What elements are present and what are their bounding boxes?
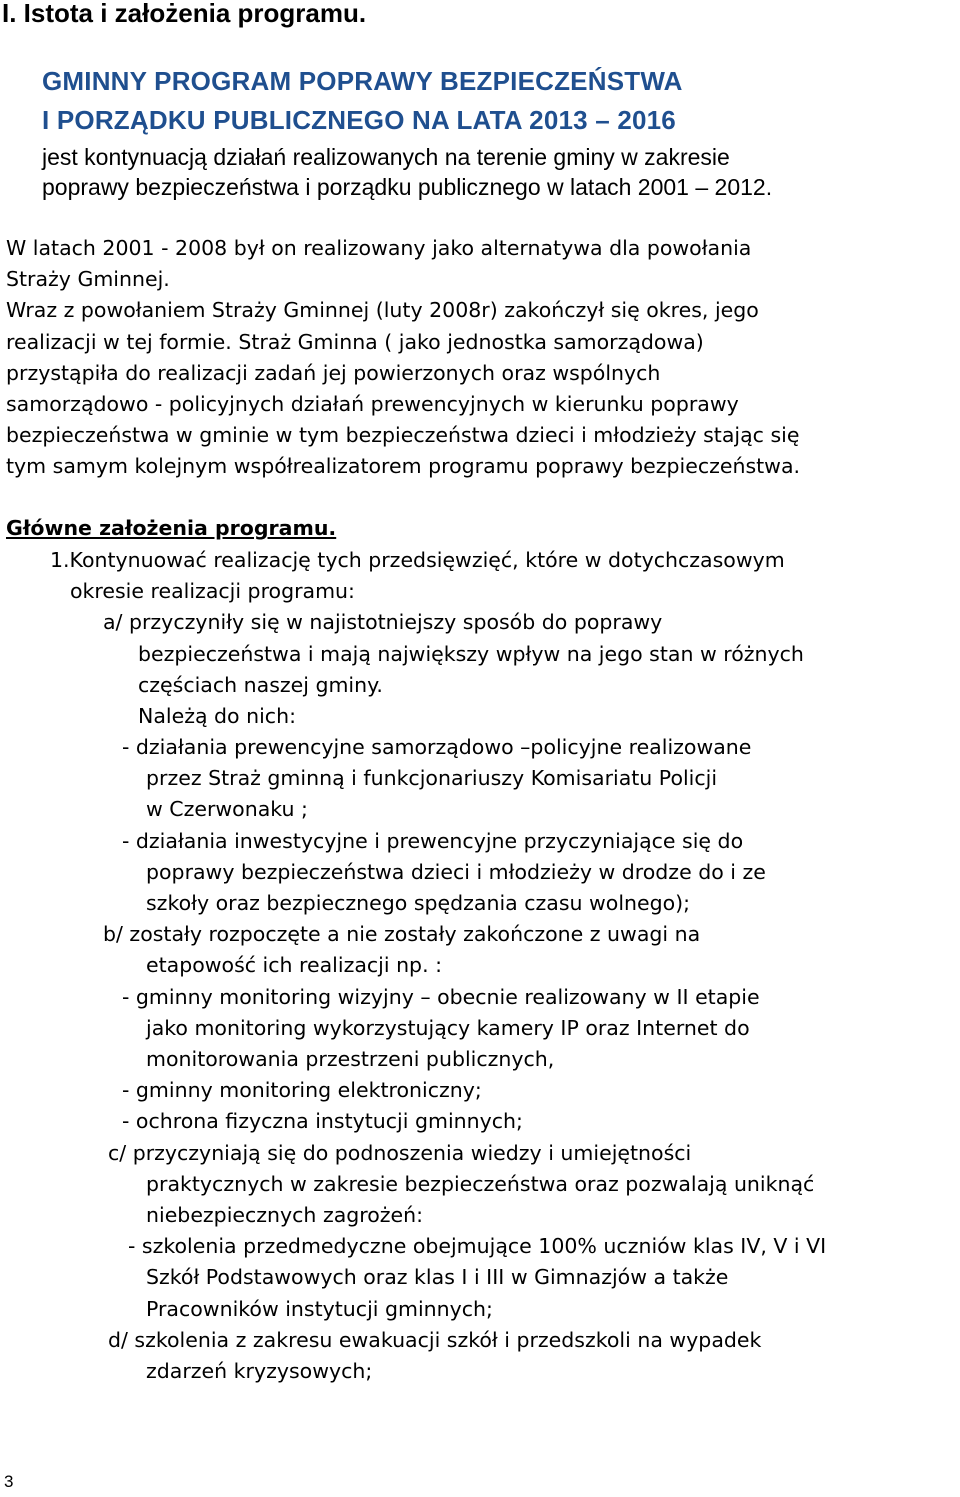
list-line-16: jako monitoring wykorzystujący kamery IP oraz Internet do — [146, 1016, 750, 1040]
list-line-25: Pracowników instytucji gminnych; — [146, 1297, 493, 1321]
list-line-14: etapowość ich realizacji np. : — [146, 953, 443, 977]
list-line-19: - ochrona fizyczna instytucji gminnych; — [122, 1109, 523, 1133]
list-line-8: przez Straż gminną i funkcjonariuszy Komisariatu Policji — [146, 766, 718, 790]
list-line-3: a/ przyczyniły się w najistotniejszy sposób do poprawy — [103, 610, 663, 634]
list-line-10: - działania inwestycyjne i prewencyjne przyczyniające się do — [122, 829, 744, 853]
list-line-11: poprawy bezpieczeństwa dzieci i młodzieży w drodze do i ze — [146, 860, 766, 884]
section-subtitle: Główne założenia programu. — [6, 516, 337, 540]
list-line-24: Szkół Podstawowych oraz klas I i III w Gimnazjów a także — [146, 1265, 729, 1289]
program-title-line-1: GMINNY PROGRAM POPRAWY BEZPIECZEŃSTWA — [42, 66, 683, 96]
list-line-15: - gminny monitoring wizyjny – obecnie realizowany w II etapie — [122, 985, 760, 1009]
intro-line-2: poprawy bezpieczeństwa i porządku publicznego w latach 2001 – 2012. — [42, 174, 773, 200]
list-line-21: praktycznych w zakresie bezpieczeństwa oraz pozwalają uniknąć — [146, 1172, 815, 1196]
paragraph-line-7: bezpieczeństwa w gminie w tym bezpieczeństwa dzieci i młodzieży stając się — [6, 423, 800, 447]
paragraph-line-2: Straży Gminnej. — [6, 267, 170, 291]
list-line-1: 1.Kontynuować realizację tych przedsięwzięć, które w dotychczasowym — [50, 548, 785, 572]
paragraph-line-1: W latach 2001 - 2008 był on realizowany jako alternatywa dla powołania — [6, 236, 752, 260]
list-line-23: - szkolenia przedmedyczne obejmujące 100% uczniów klas IV, V i VI — [128, 1234, 827, 1258]
list-line-4: bezpieczeństwa i mają największy wpływ na jego stan w różnych — [138, 642, 804, 666]
list-line-27: zdarzeń kryzysowych; — [146, 1359, 373, 1383]
list-line-7: - działania prewencyjne samorządowo –policyjne realizowane — [122, 735, 752, 759]
list-line-20: c/ przyczyniają się do podnoszenia wiedzy i umiejętności — [108, 1141, 692, 1165]
list-line-9: w Czerwonaku ; — [146, 797, 308, 821]
list-line-26: d/ szkolenia z zakresu ewakuacji szkół i przedszkoli na wypadek — [108, 1328, 762, 1352]
paragraph-line-8: tym samym kolejnym współrealizatorem programu poprawy bezpieczeństwa. — [6, 454, 801, 478]
list-line-22: niebezpiecznych zagrożeń: — [146, 1203, 424, 1227]
list-line-2: okresie realizacji programu: — [70, 579, 355, 603]
list-line-6: Należą do nich: — [138, 704, 296, 728]
section-heading: I. Istota i założenia programu. — [2, 0, 367, 28]
paragraph-line-4: realizacji w tej formie. Straż Gminna ( jako jednostka samorządowa) — [6, 330, 704, 354]
list-line-13: b/ zostały rozpoczęte a nie zostały zakończone z uwagi na — [103, 922, 701, 946]
paragraph-line-5: przystąpiła do realizacji zadań jej powierzonych oraz wspólnych — [6, 361, 661, 385]
program-title-line-2: I PORZĄDKU PUBLICZNEGO NA LATA 2013 – 2016 — [42, 105, 676, 135]
list-line-17: monitorowania przestrzeni publicznych, — [146, 1047, 555, 1071]
page-number: 3 — [4, 1472, 14, 1491]
list-line-12: szkoły oraz bezpiecznego spędzania czasu wolnego); — [146, 891, 691, 915]
paragraph-line-3: Wraz z powołaniem Straży Gminnej (luty 2008r) zakończył się okres, jego — [6, 298, 759, 322]
list-line-5: częściach naszej gminy. — [138, 673, 383, 697]
intro-line-1: jest kontynuacją działań realizowanych na terenie gminy w zakresie — [42, 144, 730, 170]
list-line-18: - gminny monitoring elektroniczny; — [122, 1078, 482, 1102]
paragraph-line-6: samorządowo - policyjnych działań prewencyjnych w kierunku poprawy — [6, 392, 739, 416]
